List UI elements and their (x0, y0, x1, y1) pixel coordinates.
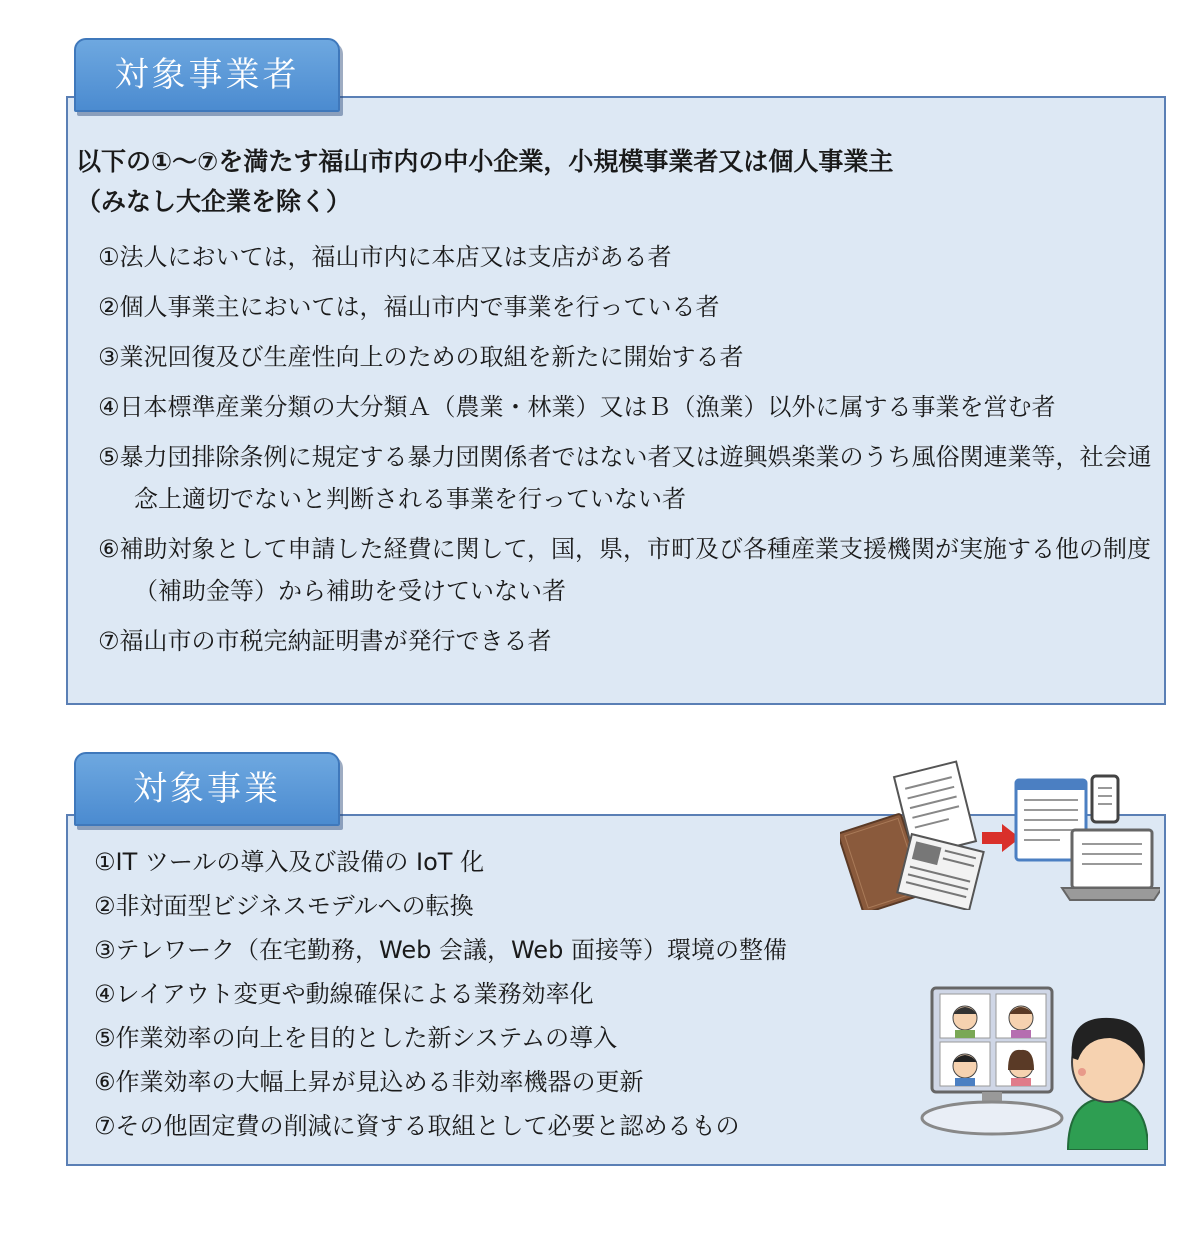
eligibility-lead (76, 142, 1156, 222)
list-item: ①法人においては，福山市内に本店又は支店がある者 (98, 243, 672, 271)
projects-list (94, 840, 914, 1148)
list-item: ④日本標準産業分類の大分類Ａ（農業・林業）又はＢ（漁業）以外に属する事業を営む者 (98, 393, 1056, 421)
eligibility-lead-line1: 以下の①～⑦を満たす福山市内の中小企業，小規模事業者又は個人事業主 (76, 147, 894, 176)
list-item: ①IT ツールの導入及び設備の IoT 化 (94, 848, 485, 876)
list-item: ②個人事業主においては，福山市内で事業を行っている者 (98, 293, 720, 321)
list-item: ③テレワーク（在宅勤務，Web 会議，Web 面接等）環境の整備 (94, 936, 787, 964)
list-item: ⑦福山市の市税完納証明書が発行できる者 (98, 627, 552, 655)
eligible-projects-tab: 対象事業 (74, 752, 340, 826)
eligible-businesses-tab: 対象事業者 (74, 38, 340, 112)
eligibility-lead-line2: （みなし大企業を除く） (76, 187, 352, 216)
list-item: ⑦その他固定費の削減に資する取組として必要と認めるもの (94, 1112, 740, 1140)
list-item: ⑤暴力団排除条例に規定する暴力団関係者ではない者又は遊興娯楽業のうち風俗関連業等，社会通念上適切でないと判断される事業を行っていない者 (98, 443, 1152, 513)
paper-to-digital-icon (840, 760, 1160, 910)
list-item: ⑥補助対象として申請した経費に関して，国，県，市町及び各種産業支援機関が実施する他の制度（補助金等）から補助を受けていない者 (98, 535, 1152, 605)
list-item: ②非対面型ビジネスモデルへの転換 (94, 892, 474, 920)
list-item: ④レイアウト変更や動線確保による業務効率化 (94, 980, 594, 1008)
online-meeting-icon (918, 980, 1148, 1150)
eligibility-list (98, 236, 1158, 670)
list-item: ③業況回復及び生産性向上のための取組を新たに開始する者 (98, 343, 744, 371)
list-item: ⑥作業効率の大幅上昇が見込める非効率機器の更新 (94, 1068, 644, 1096)
list-item: ⑤作業効率の向上を目的とした新システムの導入 (94, 1024, 618, 1052)
